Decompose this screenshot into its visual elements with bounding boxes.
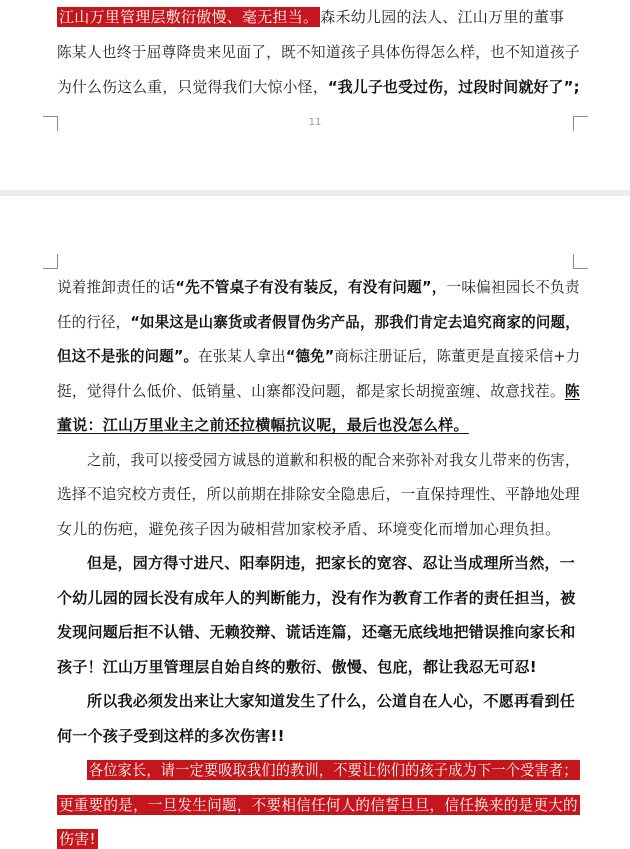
- paragraph-line: 女儿的伤疤，避免孩子因为破相营加家校矛盾、环境变化而增加心理负担。: [57, 520, 561, 538]
- text-run: 一味偏袒园长不负责: [446, 278, 580, 296]
- text-line: [57, 346, 580, 366]
- paragraph-line: [57, 622, 576, 642]
- paragraph-line: [57, 726, 285, 746]
- page-corner-mark: [573, 254, 588, 269]
- text-run: 为什么伤这么重，只觉得我们大惊小怪，: [57, 78, 328, 96]
- bold-text: 发现问题后拒不认错、无赖狡辩、谎话连篇，还毫无底线地把错误推向家长和: [57, 623, 576, 641]
- text-line: [57, 312, 580, 332]
- bold-text: 个幼儿园的园长没有成年人的判断能力，没有作为教育工作者的责任担当，被: [57, 589, 576, 607]
- bold-text: 但是，园方得寸进尺、阳奉阴违，把家长的宽容、忍让当成理所当然，一: [87, 554, 576, 572]
- paragraph-line: [57, 829, 98, 849]
- bold-quote: “德免”: [285, 347, 335, 365]
- paragraph-line: [87, 691, 575, 711]
- page-number: 11: [308, 117, 322, 128]
- paragraph-line: [57, 588, 576, 608]
- bold-quote: 但这不是张的问题”。: [57, 347, 199, 365]
- bold-text: 何一个孩子受到这样的多次伤害!!: [57, 727, 285, 745]
- bold-quote: “我儿子也受过伤，过段时间就好了”;: [327, 78, 580, 96]
- bold-underlined-text: 陈: [564, 382, 580, 400]
- highlighted-text: 江山万里管理层敷衍傲慢、毫无担当。: [59, 8, 319, 26]
- paragraph-line: [87, 553, 575, 573]
- highlighted-text: 伤害!: [59, 830, 96, 848]
- text-line: [57, 7, 564, 27]
- bold-quote: “先不管桌子有没有装反，有没有问题”，: [175, 278, 447, 296]
- text-line: 陈某人也终于屈尊降贵来见面了，既不知道孩子具体伤得怎么样，也不知道孩子: [57, 43, 580, 61]
- paragraph-line: 选择不追究校方责任，所以前期在排除安全隐患后，一直保持理性、平静地处理: [57, 485, 580, 503]
- paragraph-line: 之前，我可以接受园方诚恳的道歉和积极的配合来弥补对我女儿带来的伤害，: [87, 451, 580, 469]
- text-run: 森禾幼儿园的法人、江山万里的董事: [320, 8, 565, 26]
- paragraph-line: [57, 657, 537, 677]
- document-page-11: [0, 0, 630, 190]
- highlighted-text: 各位家长，请一定要吸取我们的教训，不要让你们的孩子成为下一个受害者；: [88, 761, 578, 779]
- text-line: [57, 77, 580, 97]
- text-run: 任的行径，: [57, 313, 131, 331]
- text-line: [57, 381, 580, 401]
- bold-text: 孩子！江山万里管理层自始自终的敷衍、傲慢、包庇，都让我忍无可忍!: [57, 658, 537, 676]
- text-run: 在张某人拿出: [198, 347, 286, 365]
- bold-underlined-text: 董说：江山万里业主之前还拉横幅抗议呢，最后也没怎么样。: [57, 416, 469, 434]
- paragraph-line: [87, 760, 580, 780]
- text-run: 挺，觉得什么低价、低销量、山寨都没问题，都是家长胡搅蛮缠、故意找茬。: [57, 382, 565, 400]
- bold-quote: “如果这是山寨货或者假冒伪劣产品，那我们肯定去追究商家的问题，: [130, 313, 580, 331]
- highlighted-text: 更重要的是，一旦发生问题，不要相信任何人的信誓旦旦，信任换来的是更大的: [58, 796, 578, 814]
- text-run: 说着推卸责任的话: [57, 278, 176, 296]
- text-run: 商标注册证后，陈董更是直接采信+力: [334, 347, 581, 365]
- page-corner-mark: [43, 254, 58, 269]
- text-line: [57, 277, 580, 297]
- bold-text: 所以我必须发出来让大家知道发生了什么，公道自在人心，不愿再看到任: [87, 692, 576, 710]
- document-page-12: [0, 196, 630, 848]
- text-line: [57, 415, 469, 435]
- paragraph-line: [57, 795, 580, 815]
